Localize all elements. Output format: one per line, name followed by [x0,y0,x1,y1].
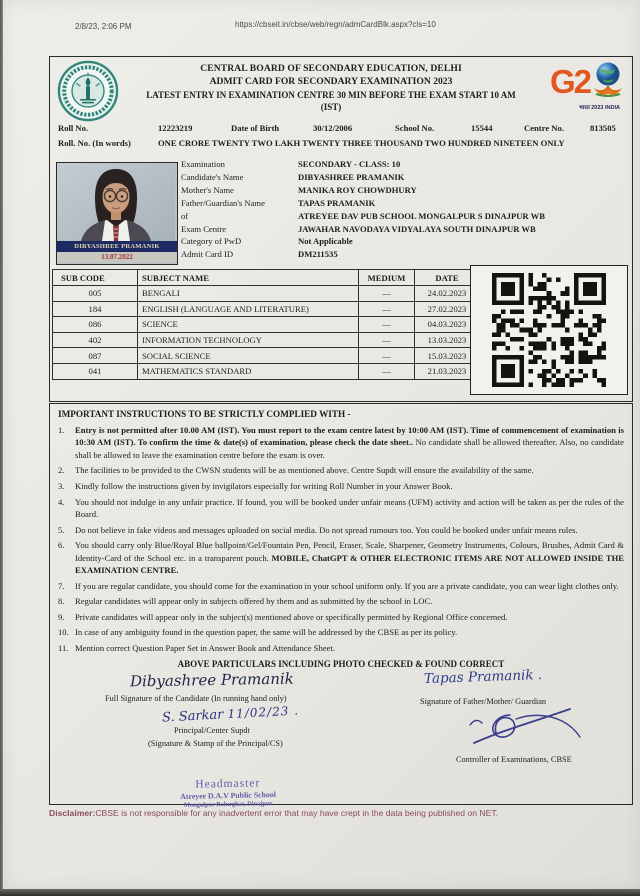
detail-row [181,235,626,248]
signatures-area [58,667,624,777]
detail-value: TAPAS PRAMANIK [298,197,376,208]
table-row [53,363,480,379]
detail-label: Admit Card ID [181,249,234,260]
card-title: ADMIT CARD FOR SECONDARY EXAMINATION 2023 [209,76,453,87]
instructions-box [49,403,633,805]
instruction-item: 7. If you are regular candidate, you should come for the examination in your school uniform only. If you are a private candidate, you can wear light clothes only. [58,580,619,591]
board-name: CENTRAL BOARD OF SECONDARY EDUCATION, DELHI [200,63,462,74]
centre-no-value: 813505 [590,123,616,133]
disclaimer-text: CBSE is not responsible for any inadvertent error that may have crept in the data being published on NET. [95,808,499,818]
subject-name-cell: BENGALI [138,286,359,302]
table-row [53,317,480,333]
instruction-item: 10. In case of any ambiguity found in the question paper, the same will be addressed by the CBSE as per its policy. [58,627,458,638]
candidate-photo [56,162,178,265]
subject-medium-cell: — [359,301,415,317]
instruction-item: 9. Private candidates will appear only in the subject(s) mentioned above or specifically permitted by Regional Office concerned. [58,611,508,622]
subject-date-cell: 04.03.2023 [415,317,480,333]
col-sub-code: SUB CODE [53,270,138,286]
detail-value: SECONDARY - CLASS: 10 [298,159,401,169]
g20-logo [526,61,626,117]
detail-row [181,248,626,261]
detail-row [181,158,626,171]
detail-label: of [181,210,189,221]
subject-medium-cell: — [359,332,415,348]
instruction-item: 2. The facilities to be provided to the CWSN students will be as mentioned above. Centre Supdt will ensure the availability of the same. [58,465,534,476]
card-title-block [132,63,530,112]
subject-date-cell: 21.03.2023 [415,363,480,379]
candidate-signature: Dibyashree Pramanik [129,669,294,691]
principal-label: Principal/Center Supdt [174,726,250,736]
controller-label: Controller of Examinations, CBSE [456,755,572,765]
table-row [53,301,480,317]
photo-date-caption: 13.07.2022 [57,252,177,263]
g20-tagline: भारत 2023 INDIA [579,105,620,111]
admit-card-box [49,56,633,402]
subject-date-cell: 24.02.2023 [415,286,480,302]
subject-date-cell: 15.03.2023 [415,348,480,364]
instruction-item: 8. Regular candidates will appear only in subjects offered by them and as submitted by the school in LOC. [58,596,433,607]
photo-edge-left [0,0,3,889]
detail-label: Mother's Name [181,184,234,195]
subject-medium-cell: — [359,317,415,333]
subject-code-cell: 041 [53,363,138,379]
subject-name-cell: INFORMATION TECHNOLOGY [138,332,359,348]
disclaimer-line [49,808,619,818]
candidate-details [181,158,626,261]
instruction-item: 3. Kindly follow the instructions given by invigilators especially for writing Roll Number in your Answer Book. [58,481,453,491]
subject-code-cell: 087 [53,348,138,364]
table-row [53,286,480,302]
col-date: DATE [415,270,480,286]
candidate-portrait-image [57,163,175,241]
roll-no-value: 12223219 [158,123,193,133]
school-no-value: 15544 [471,123,493,133]
disclaimer-label: Disclaimer: [49,808,96,818]
controller-signature-icon [466,703,602,749]
subject-name-cell: SOCIAL SCIENCE [138,348,359,364]
instructions-section [58,409,624,777]
print-url: https://cbseit.in/cbse/web/regn/admCardBlk.aspx?cls=10 [235,20,436,29]
subject-medium-cell: — [359,363,415,379]
entry-note: LATEST ENTRY IN EXAMINATION CENTRE 30 MIN BEFORE THE EXAM START 10 AM [146,90,516,100]
col-medium: MEDIUM [359,270,415,286]
qr-pattern [492,273,606,387]
roll-in-words-row [50,138,632,151]
col-subject-name: SUBJECT NAME [138,270,359,286]
instruction-item: 11. Mention correct Question Paper Set in Answer Book and Attendance Sheet. [58,642,335,653]
qr-code [470,265,628,395]
dob-value: 30/12/2006 [313,123,353,133]
detail-value: ATREYEE DAV PUB SCHOOL MONGALPUR S DINAJPUR WB [298,210,545,221]
subject-date-cell: 27.02.2023 [415,301,480,317]
principal-signature: S. Sarkar 11/02/23 . [161,703,300,726]
paper-sheet [3,0,640,889]
subject-medium-cell: — [359,286,415,302]
school-stamp [153,776,304,809]
subject-date-cell: 13.03.2023 [415,332,480,348]
browser-print-header [3,22,640,34]
detail-value: JAWAHAR NAVODAYA VIDYALAYA SOUTH DINAJPUR WB [298,223,536,234]
table-header-row [53,270,480,286]
detail-value: MANIKA ROY CHOWDHURY [298,184,417,195]
detail-row [181,197,626,210]
principal-signature-date: 11/02/23 . [227,703,300,722]
detail-value: DM211535 [298,249,338,260]
detail-label: Examination [181,159,225,169]
subject-name-cell: ENGLISH (LANGUAGE AND LITERATURE) [138,301,359,317]
detail-value: Not Applicable [298,236,353,247]
subject-code-cell: 086 [53,317,138,333]
instruction-item: 5. Do not believe in fake videos and messages uploaded on social media. Do not spread rumours too. You could be booked under unfair means rules. [58,524,578,535]
principal-sublabel: (Signature & Stamp of the Principal/CS) [148,739,283,749]
cbse-logo-icon [57,60,119,122]
subject-name-cell: MATHEMATICS STANDARD [138,363,359,379]
print-datetime: 2/8/23, 2:06 PM [75,22,132,31]
instructions-heading: IMPORTANT INSTRUCTIONS TO BE STRICTLY COMPLIED WITH - [58,409,351,419]
subjects-table [52,269,480,380]
table-row [53,348,480,364]
detail-label: Father/Guardian's Name [181,197,265,208]
detail-row [181,223,626,236]
detail-label: Category of PwD [181,236,242,247]
roll-no-label: Roll No. [58,123,89,133]
instruction-item: 6. You should carry only Blue/Royal Blue ballpoint/Gel/Fountain Pen, Pencil, Eraser, Scale, Sharpener, Geometry Instruments, Colours, Brushes, Admit Card & Identity-Card of the School etc. in a transparent pouch. MOBILE, ChatGPT & OTHER ELECTRONIC ITEMS ARE NOT ALLOWED INSIDE THE EXAMINATION CENTRE. [58,540,624,575]
instruction-item: 4. You should not indulge in any unfair practice. If found, you will be booked under unfair means (UFM) activity and action will be taken as per the rules of the Board. [58,496,624,519]
roll-number-row [50,123,632,136]
dob-label: Date of Birth [231,123,280,133]
school-no-label: School No. [395,123,435,133]
photo-edge-bottom [0,889,640,896]
stamp-line-3: Mongalpur Balurghat, Dinajpur [183,800,273,809]
roll-words-value: ONE CRORE TWENTY TWO LAKH TWENTY THREE THOUSAND TWO HUNDRED NINETEEN ONLY [158,138,565,148]
particulars-confirm-line: ABOVE PARTICULARS INCLUDING PHOTO CHECKED & FOUND CORRECT [177,659,505,670]
roll-words-label: Roll. No. (In words) [58,138,131,148]
guardian-signature: Tapas Pramanik . [423,667,543,688]
centre-no-label: Centre No. [524,123,564,133]
instruction-item: 1. Entry is not permitted after 10.00 AM (IST). You must report to the exam centre latest by 10:00 AM (IST). Time of commencement of examination is 10:30 AM (IST). To confirm the time & date(s) of examination, please check the date sheet.. No candidate shall be allowed thereafter. Also, no candidate shall be allowed to leave the examination centre before the exam is over. [58,425,624,460]
subject-code-cell: 005 [53,286,138,302]
photo-name-caption: DIBYASHREE PRAMANIK [57,241,177,252]
subject-name-cell: SCIENCE [138,317,359,333]
subject-code-cell: 402 [53,332,138,348]
guardian-signature-label: Signature of Father/Mother/ Guardian [420,697,547,707]
table-row [53,332,480,348]
g20-globe-lotus-icon [590,61,626,101]
detail-label: Exam Centre [181,223,227,234]
detail-row [181,210,626,223]
candidate-signature-label: Full Signature of the Candidate (In running hand only) [105,694,287,704]
subject-code-cell: 184 [53,301,138,317]
detail-row [181,184,626,197]
stamp-line-2: Atreyee D.A.V Public School [180,789,276,802]
g20-mark-text: G2 [549,62,590,100]
stamp-line-1: Headmaster [195,777,261,791]
detail-label: Candidate's Name [181,171,244,182]
ist-note: (IST) [320,102,342,112]
detail-value: DIBYASHREE PRAMANIK [298,171,405,182]
detail-row [181,171,626,184]
subject-medium-cell: — [359,348,415,364]
